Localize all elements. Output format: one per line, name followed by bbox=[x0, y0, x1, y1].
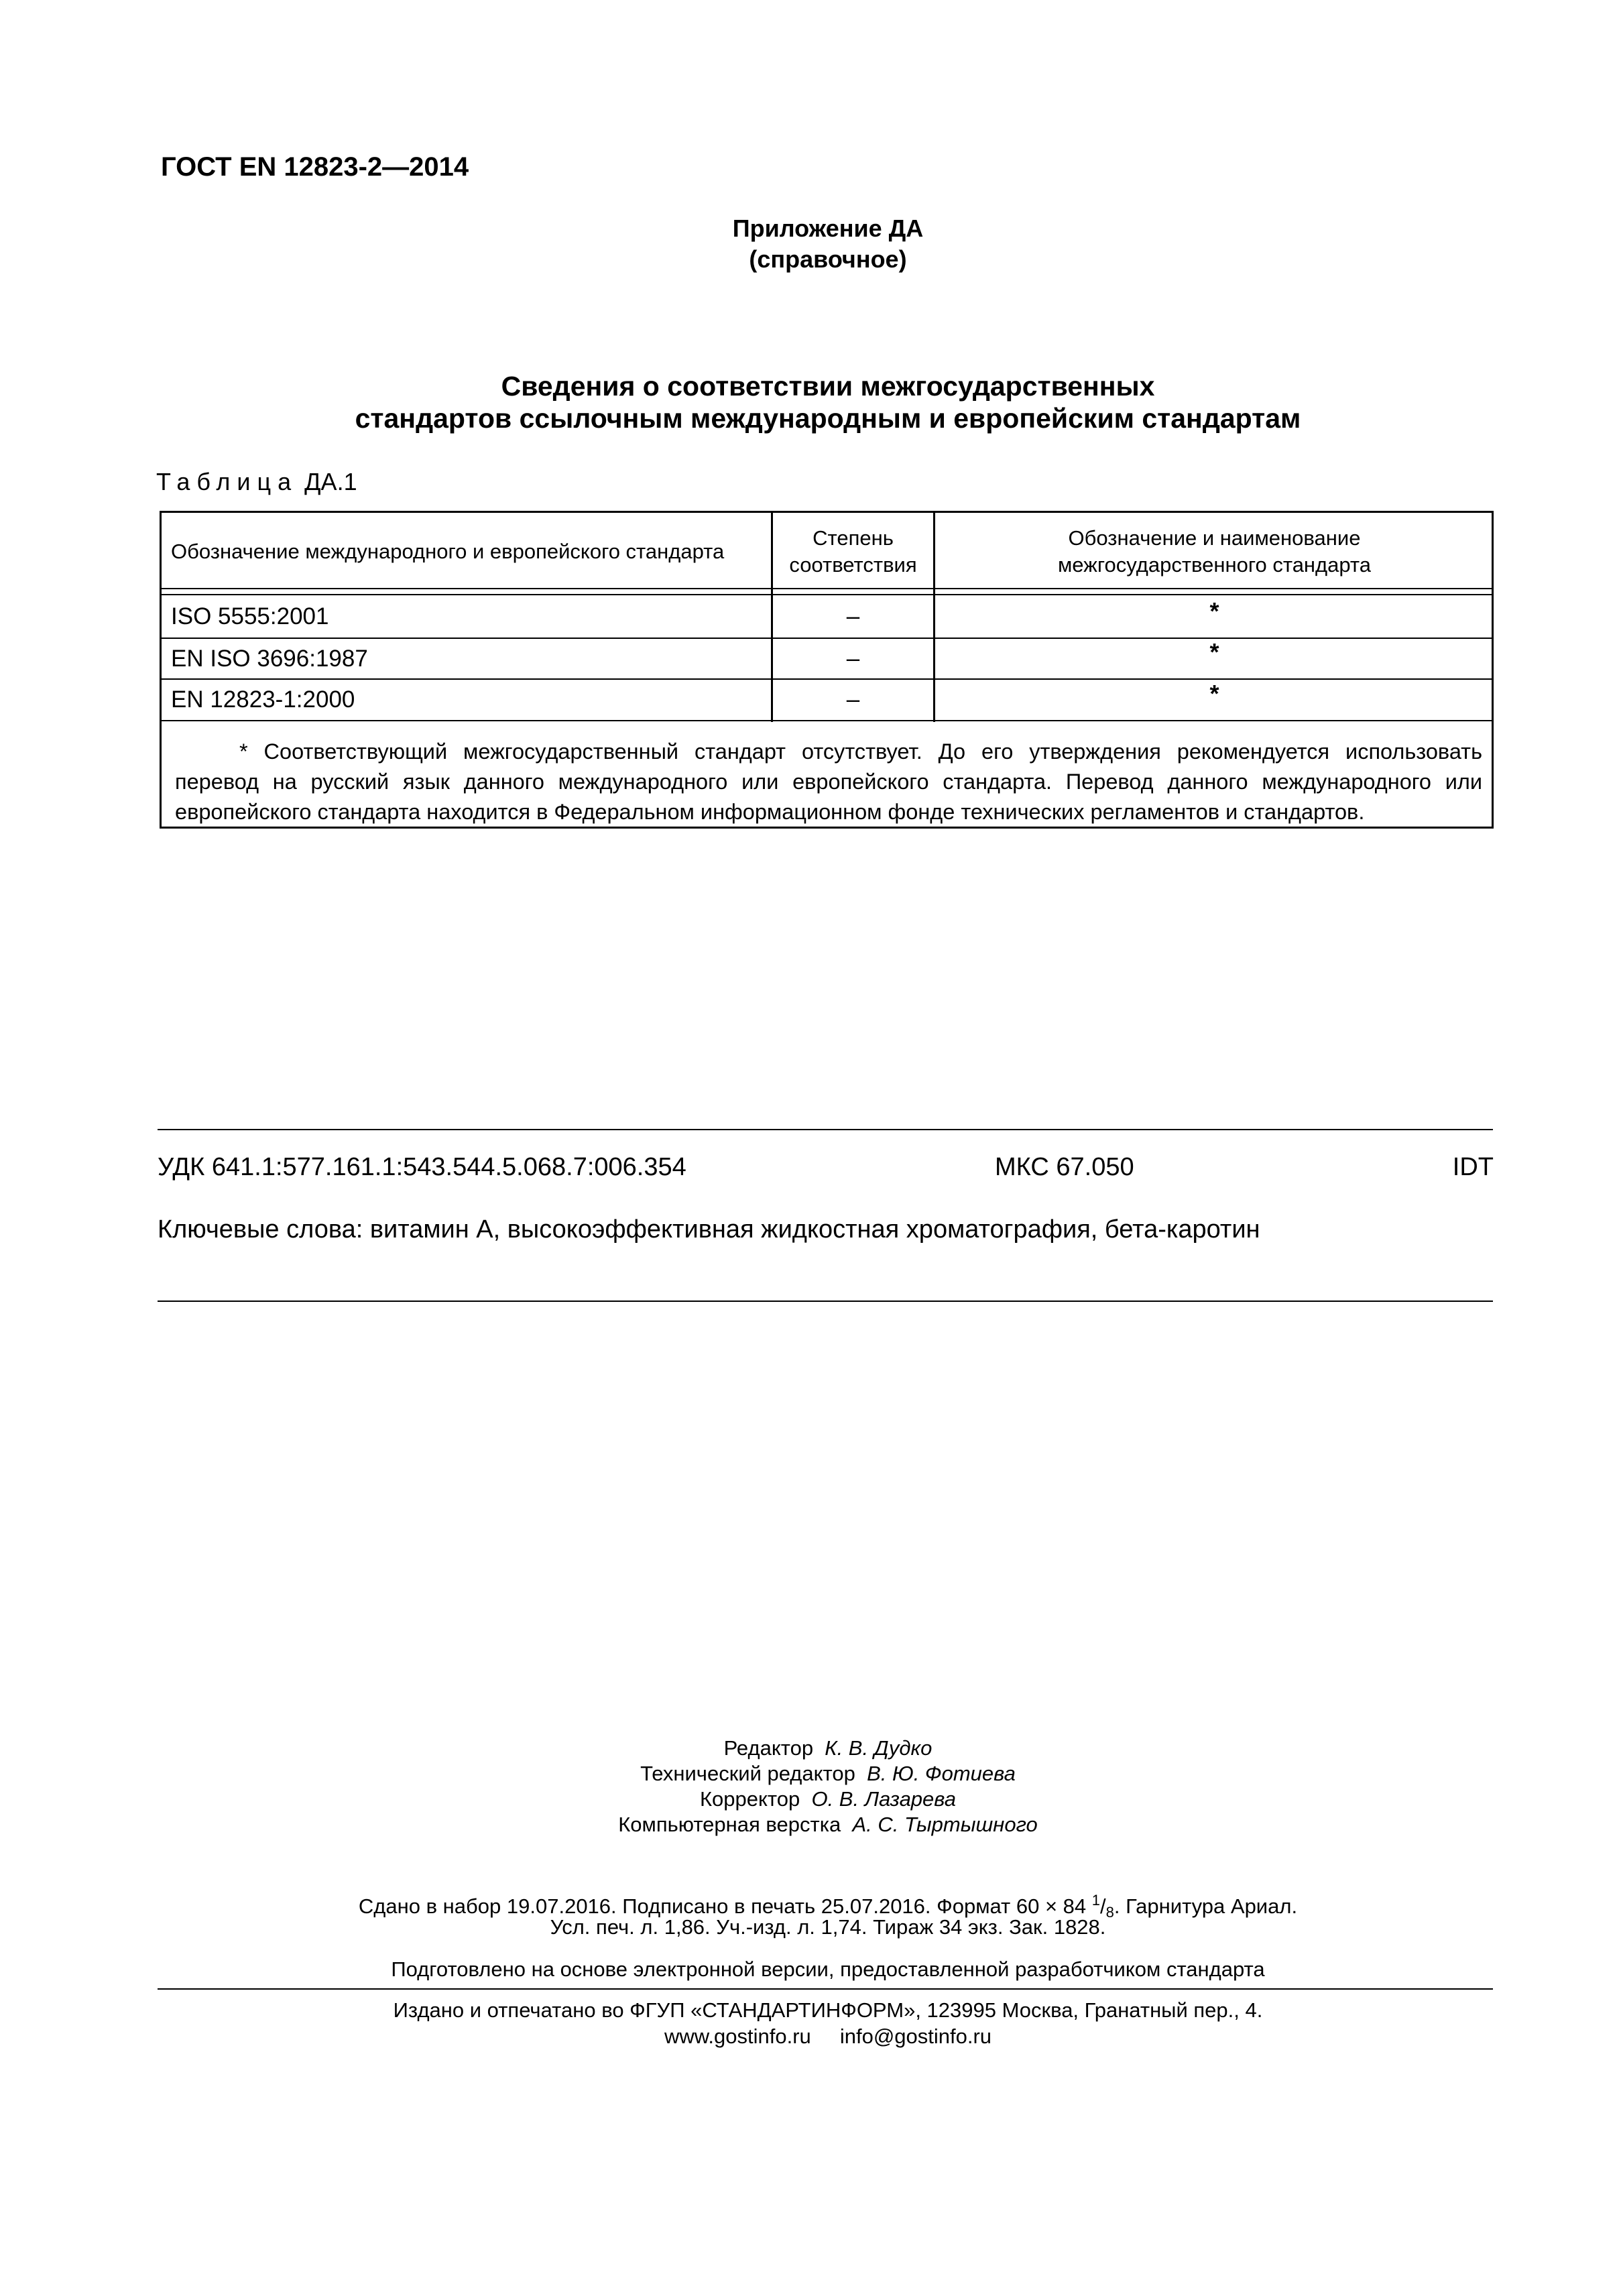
document-code: ГОСТ EN 12823-2—2014 bbox=[161, 152, 469, 182]
correspondence-table bbox=[160, 511, 1494, 829]
prepared-note: Подготовлено на основе электронной версии, предоставленной разработчиком стандарта bbox=[391, 1957, 1265, 1981]
contacts-line bbox=[0, 2024, 1623, 2049]
row-2-standard: EN ISO 3696:1987 bbox=[171, 645, 368, 672]
table-caption bbox=[156, 468, 357, 496]
mks-code: МКС 67.050 bbox=[995, 1153, 1134, 1181]
row-1-degree: – bbox=[846, 603, 860, 629]
divider-bottom bbox=[158, 1301, 1493, 1302]
annex-title bbox=[0, 370, 1623, 434]
table-caption-word: Таблица bbox=[156, 468, 298, 495]
publisher-line: Издано и отпечатано во ФГУП «СТАНДАРТИНФОРМ», 123995 Москва, Гранатный пер., 4. bbox=[393, 1998, 1263, 2022]
print-info-line1: Сдано в набор 19.07.2016. Подписано в печать 25.07.2016. Формат 60 × 84 $^1/_8$. Гарнитура Ариал. bbox=[358, 1892, 1298, 1921]
header-col-degree: Степень соответствия bbox=[789, 526, 917, 577]
row-3-degree: – bbox=[846, 686, 860, 713]
editor-line: Редактор К. В. Дудко bbox=[723, 1736, 933, 1760]
annex-title-line1: Сведения о соответствии межгосударственных bbox=[501, 371, 1155, 402]
website-link[interactable]: www.gostinfo.ru bbox=[664, 2025, 811, 2048]
row-1-standard: ISO 5555:2001 bbox=[171, 603, 329, 629]
row-2-degree: – bbox=[846, 645, 860, 672]
annex-title-line2: стандартов ссылочным международным и европейским стандартам bbox=[355, 403, 1301, 434]
row-3-interstate: * bbox=[1209, 680, 1219, 707]
imprint-divider bbox=[158, 1988, 1493, 1990]
keywords: Ключевые слова: витамин А, высокоэффективная жидкостная хроматография, бета-каротин bbox=[158, 1215, 1260, 1244]
idt-label: IDT bbox=[1452, 1153, 1494, 1181]
row-3-standard: EN 12823-1:2000 bbox=[171, 686, 355, 713]
table-footnote: * Соответствующий межгосударственный стандарт отсутствует. До его утверждения рекомендуется использовать перевод на русский язык данного международного или европейского стандарта. Перевод данного международного или европейского стандарта находится в Федеральном информационном фонде технических регламентов и стандартов. bbox=[175, 739, 1482, 824]
udk-code: УДК 641.1:577.161.1:543.544.5.068.7:006.354 bbox=[158, 1153, 686, 1181]
header-col-interstate: Обозначение и наименование межгосударственного стандарта bbox=[1057, 526, 1372, 577]
header-col-standard: Обозначение международного и европейского стандарта bbox=[171, 540, 725, 563]
annex-label: Приложение ДА bbox=[732, 215, 924, 242]
tech-editor-line: Технический редактор В. Ю. Фотиева bbox=[640, 1762, 1016, 1785]
print-info-line2: Усл. печ. л. 1,86. Уч.-изд. л. 1,74. Тираж 34 экз. Зак. 1828. bbox=[550, 1915, 1106, 1939]
row-1-interstate: * bbox=[1209, 597, 1219, 625]
row-2-interstate: * bbox=[1209, 638, 1219, 666]
table-caption-number: ДА.1 bbox=[304, 468, 357, 495]
annex-heading bbox=[0, 213, 1623, 275]
proofreader-line: Корректор О. В. Лазарева bbox=[699, 1787, 957, 1811]
annex-type: (справочное) bbox=[749, 245, 907, 273]
layout-line: Компьютерная верстка А. С. Тыртышного bbox=[618, 1813, 1038, 1836]
email-link[interactable]: info@gostinfo.ru bbox=[839, 2025, 992, 2048]
divider-top bbox=[158, 1129, 1493, 1130]
